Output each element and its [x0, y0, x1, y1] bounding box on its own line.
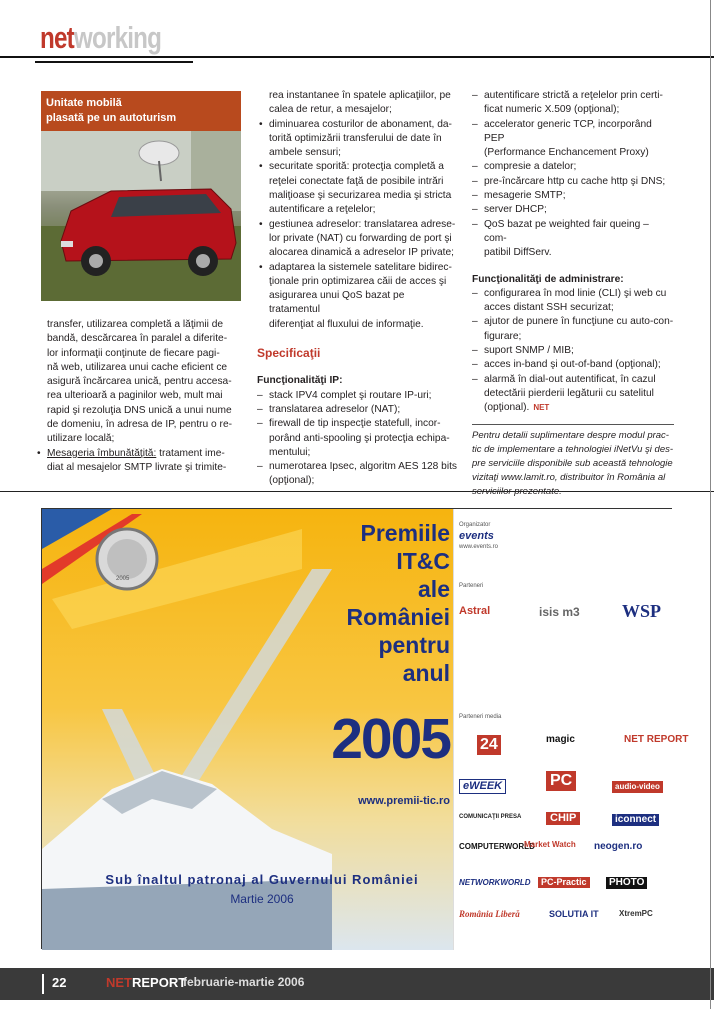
media-logo: PC — [546, 771, 576, 791]
admin-item-line: (opţional). — [484, 402, 530, 414]
header-rule-short — [35, 61, 193, 63]
bullet-item-line: lor private (NAT) cu forwarding de port şi — [269, 232, 452, 244]
partner-logo: Astral — [459, 605, 491, 617]
media-logo: NET REPORT — [624, 734, 689, 745]
col1-bullet — [35, 447, 242, 476]
media-logo: neogen.ro — [594, 841, 643, 852]
bullet-item-line: torită optimizării transferului de date în — [269, 132, 442, 144]
ad-patronage: Sub înaltul patronaj al Guvernului României — [105, 872, 419, 887]
footnote-line — [472, 485, 674, 499]
media-logo: CHIP — [546, 812, 580, 825]
ad-main-panel — [42, 509, 453, 950]
organizer-url: www.events.ro — [459, 544, 499, 550]
ad-title — [310, 519, 450, 687]
page-edge — [710, 0, 711, 1009]
dash-item — [257, 389, 457, 403]
section-heading: Specificaţii — [257, 346, 321, 361]
dash-item-line: – compresie a datelor; — [484, 161, 577, 173]
dash-item-line: porând anti-spooling şi protecţia echipa- — [269, 432, 450, 444]
ad-title-line: IT&C — [396, 548, 450, 574]
col1-line: asigură încărcarea unică, pentru accesa- — [47, 376, 232, 388]
col1-line: utilizare locală; — [47, 433, 115, 445]
bullet-item — [257, 160, 457, 217]
dash-item-line: – pre-încărcare http cu cache http şi DNS; — [484, 175, 666, 187]
badge-text: 2005 — [116, 576, 130, 582]
media-logo: eWEEK — [459, 779, 506, 794]
admin-item-line: – configurarea în mod linie (CLI) şi web cu — [484, 287, 667, 299]
bullet-item — [257, 261, 457, 332]
dash-item — [472, 89, 674, 118]
dash-item — [472, 203, 674, 217]
admin-item-line: – suport SNMP / MIB; — [484, 345, 574, 357]
dash-item-line: – mesagerie SMTP; — [484, 190, 566, 202]
admin-item-line: detectării pierderii legăturii cu satelitul — [484, 387, 654, 399]
bullet-item-line: reţelei conectate faţă de posibile intrări — [269, 175, 444, 187]
bullet-text: diat al mesajelor SMTP livrate şi trimite- — [47, 461, 227, 473]
dash-item-line: – accelerator generic TCP, incorporând PEP — [484, 118, 652, 144]
bullet-item-line: • gestiunea adreselor: translatarea adrese- — [269, 218, 456, 230]
media-logo: magic — [546, 734, 575, 745]
dash-item — [472, 118, 674, 161]
partner-logo: WSP — [622, 601, 662, 621]
section-logo — [40, 22, 161, 53]
admin-item — [472, 315, 674, 344]
page-number: 22 — [52, 975, 67, 990]
car-illustration — [41, 131, 241, 301]
admin-item — [472, 344, 674, 358]
ad-sponsors-panel — [453, 509, 689, 950]
col1-line: transfer, utilizarea completă a lăţimii de — [47, 319, 224, 330]
dash-item-line: – autentificare strictă a reţelelor prin certi- — [484, 90, 663, 101]
bullet-item-line: maliţioase şi securizarea media şi stricta — [269, 190, 452, 202]
organizer-label: Organizator — [459, 522, 491, 528]
bullet-item-line: autentificare a reţelelor; — [269, 204, 376, 216]
media-label: Parteneri media — [459, 714, 502, 720]
section-logo-net: net — [40, 20, 74, 55]
media-logo: Market Watch — [524, 840, 576, 849]
ad-title-line: anul — [402, 660, 450, 686]
photo-caption-line2: plasată pe un autoturism — [46, 112, 177, 124]
ad-url: www.premii-tic.ro — [358, 795, 450, 807]
media-logo: PHOTO — [606, 877, 647, 889]
bullet-item-line: • diminuarea costurilor de abonament, da- — [269, 118, 452, 130]
admin-item-line: figurare; — [484, 330, 522, 342]
media-logo: România Liberă — [459, 909, 520, 919]
car-photo — [41, 91, 241, 301]
media-logo: audio-video — [612, 781, 663, 793]
bullet-item-line: alocarea dinamică a adreselor IP private; — [269, 247, 454, 259]
admin-item — [472, 287, 674, 316]
bullet-item-line: ambele sensuri; — [269, 147, 341, 159]
page-header — [0, 0, 714, 64]
dash-item — [472, 160, 674, 174]
media-logo: NETWORKWORLD — [459, 878, 531, 887]
brand-report: REPORT — [132, 975, 187, 990]
ad-title-line: ale — [418, 576, 450, 602]
bullet-item-line: • adaptarea la sistemele satelitare bidirec- — [269, 261, 452, 273]
media-logo: 24 — [477, 735, 501, 755]
column-1 — [47, 318, 242, 475]
dash-item-line: ficat numeric X.509 (opţional); — [484, 104, 620, 116]
ad-separator — [0, 491, 714, 492]
bullet-item-line: ţionale prin optimizarea căii de acces şi — [269, 275, 447, 287]
media-logo: COMPUTERWORLD — [459, 842, 535, 851]
page-footer — [0, 968, 714, 1000]
col2-intro: calea de retur, a mesajelor; — [269, 104, 392, 116]
dash-item-line: mentului; — [269, 446, 311, 458]
dash-item-line: (Performance Enchancement Proxy) — [484, 147, 649, 159]
dash-item-line: – numerotarea Ipsec, algoritm AES 128 bits — [269, 461, 458, 473]
footnote-line: pre serviciile disponibile sub această tehnologie — [472, 457, 673, 469]
footnote — [472, 424, 674, 500]
photo-caption — [41, 91, 241, 131]
dash-item — [257, 460, 457, 489]
partners-label: Parteneri — [459, 583, 484, 589]
media-logo: XtremPC — [619, 909, 653, 918]
admin-item — [472, 373, 674, 416]
advertisement — [41, 508, 689, 949]
ad-title-line: pentru — [378, 632, 450, 658]
col2-bullet-list — [257, 118, 457, 332]
bullet-item-line: asigurarea unui QoS bazat pe tratamentul — [269, 290, 405, 316]
photo-caption-line1: Unitate mobilă — [46, 97, 122, 109]
magazine-brand — [106, 975, 186, 990]
header-rule — [0, 56, 714, 58]
ad-title-line: Premiile — [360, 520, 450, 546]
admin-item-line: – alarmă în dial-out autentificat, în cazul — [484, 373, 656, 385]
media-logo: iconnect — [612, 814, 659, 826]
brand-net: NET — [106, 975, 132, 990]
footnote-line: Pentru detalii suplimentare despre modul prac- — [472, 429, 669, 441]
bullet-item — [257, 118, 457, 161]
column-3 — [472, 89, 674, 500]
dash-item-line: – stack IPV4 complet şi routare IP-uri; — [269, 389, 432, 401]
admin-item-line: – ajutor de punere în funcţiune cu auto-con- — [484, 316, 674, 328]
bullet-item-line: diferenţiat al fluxului de informaţie. — [269, 318, 424, 330]
dash-item-line: (opţional); — [269, 475, 315, 487]
admin-item-line: acces distant SSH securizat; — [484, 302, 614, 314]
dash-item — [472, 218, 674, 261]
col1-line: lor informaţii conţinute de fiecare pagi- — [47, 347, 220, 359]
col1-line: rea ulterioară a paginilor web, mult mai — [47, 390, 223, 402]
subheading: Funcţionalităţi IP: — [257, 375, 343, 387]
dash-item — [257, 403, 457, 417]
bullet-item — [257, 218, 457, 261]
partner-logo: isis m3 — [539, 605, 580, 619]
issue-date: februarie-martie 2006 — [183, 975, 305, 989]
end-mark: NET — [533, 403, 550, 413]
ad-year: 2005 — [331, 707, 450, 771]
col1-line: bandă, descărcarea în paralel a diferite- — [47, 333, 228, 345]
dash-item — [257, 417, 457, 460]
section-logo-working: working — [73, 20, 162, 55]
col1-line: nă web, utilizarea unui cache eficient ce — [47, 361, 228, 373]
dash-item-line: – QoS bazat pe weighted fair queing – com- — [484, 218, 649, 244]
organizer-logo: events — [459, 530, 494, 542]
dash-item-line: patibil DiffServ. — [484, 247, 552, 259]
col2-intro: rea instantanee în spatele aplicaţiilor, pe — [269, 90, 451, 101]
dash-item-line: – server DHCP; — [484, 204, 547, 216]
col1-line: rapid şi rezoluţia DNS unică a unui nume — [47, 404, 232, 416]
col3-admin-list — [472, 287, 674, 416]
ad-date: Martie 2006 — [230, 892, 294, 906]
media-logo: PC-Practic — [538, 877, 590, 888]
footer-divider — [42, 974, 44, 994]
column-2 — [257, 89, 457, 489]
col3-dash-list — [472, 89, 674, 261]
subheading: Funcţionalităţi de administrare: — [472, 273, 624, 285]
admin-item-line: – acces in-band şi out-of-band (opţional); — [484, 359, 661, 371]
bullet-item-line: • securitate sporită: protecţia completă a — [269, 161, 444, 173]
dash-item-line: – translatarea adreselor (NAT); — [269, 403, 401, 415]
col2-dash-list — [257, 389, 457, 489]
col1-line: de domeniu, în adresa de IP, pentru o re- — [47, 419, 233, 431]
media-logo: COMUNICAŢII PRESA — [459, 814, 522, 820]
bullet-text: tratament ime- — [156, 447, 225, 459]
admin-item — [472, 358, 674, 372]
footnote-line: vizitaţi www.lamit.ro, distribuitor în România al — [472, 472, 666, 484]
dash-item-line: – firewall de tip inspecţie statefull, incor- — [269, 418, 441, 430]
media-logo: SOLUTIA IT — [549, 909, 599, 919]
footnote-line: tic de implementare a tehnologiei iNetVu şi des- — [472, 443, 674, 455]
dash-item — [472, 189, 674, 203]
bullet-title: Mesageria îmbunătăţită: — [47, 447, 157, 459]
ad-title-line: României — [346, 604, 450, 630]
dash-item — [472, 175, 674, 189]
